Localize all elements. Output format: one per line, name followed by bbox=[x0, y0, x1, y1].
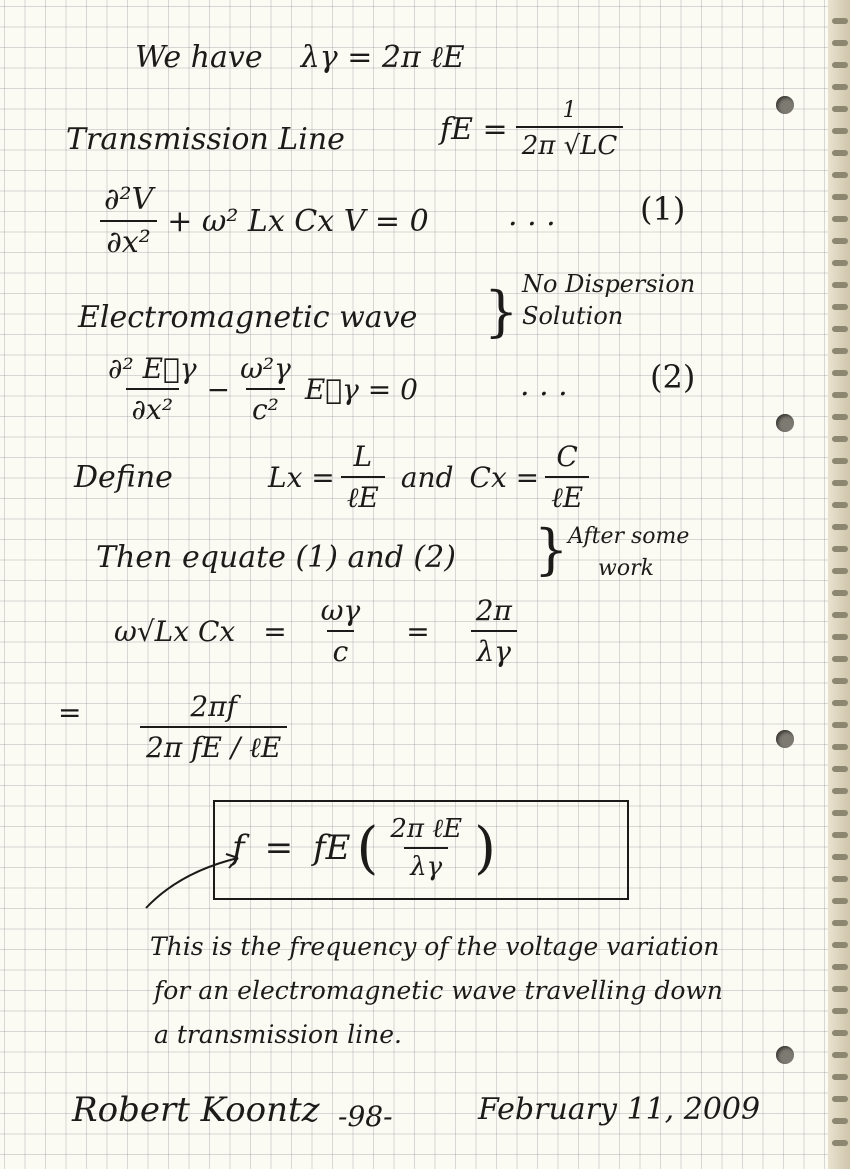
eq3-middle-denominator: c bbox=[327, 630, 355, 668]
eq3-left: ω√Lx Cx bbox=[114, 614, 236, 648]
author-signature: Robert Koontz bbox=[72, 1090, 320, 1130]
equate-brace: } bbox=[534, 518, 569, 581]
cx-denominator: ℓE bbox=[545, 476, 589, 515]
lx-denominator: ℓE bbox=[341, 476, 385, 515]
note-line-3: a transmission line. bbox=[154, 1020, 402, 1049]
result-left-paren: ( bbox=[356, 815, 379, 881]
result-right-paren: ) bbox=[474, 815, 496, 881]
result-fe: fE bbox=[313, 828, 351, 868]
transmission-line-heading: Transmission Line bbox=[66, 122, 345, 157]
eq3-middle-numerator: ωγ bbox=[320, 594, 361, 627]
em-wave-brace: } bbox=[484, 280, 519, 343]
after-some-note: After some bbox=[568, 524, 690, 549]
result-equals: = bbox=[264, 828, 294, 868]
result-f: f bbox=[232, 828, 245, 868]
eq2-denominator: ∂x² bbox=[126, 388, 180, 426]
eq1-number: (1) bbox=[640, 190, 686, 228]
eq4-denominator: 2π fE / ℓE bbox=[140, 726, 287, 765]
eq1-denominator: ∂x² bbox=[100, 220, 156, 260]
eq3-right-denominator: λγ bbox=[471, 630, 517, 668]
eq1-dots: . . . bbox=[508, 198, 556, 233]
em-wave-heading: Electromagnetic wave bbox=[78, 300, 418, 335]
eq3-equals-2: = bbox=[406, 614, 430, 648]
lx-numerator: L bbox=[353, 440, 373, 473]
eq1-numerator: ∂²V bbox=[104, 182, 154, 217]
fe-lhs: fE = bbox=[440, 112, 508, 147]
eq2-dots: . . . bbox=[520, 368, 568, 403]
eq2-minus: − bbox=[206, 372, 231, 406]
note-line-1: This is the frequency of the voltage variation bbox=[150, 932, 720, 961]
we-have-text: We have bbox=[135, 40, 263, 75]
no-dispersion-note: No Dispersion bbox=[522, 270, 696, 298]
eq1-rest: + ω² Lx Cx V = 0 bbox=[167, 203, 429, 239]
eq4-numerator: 2πf bbox=[190, 690, 237, 723]
eq2-rest: E⃗γ = 0 bbox=[304, 372, 418, 406]
work-note: work bbox=[598, 556, 654, 581]
result-denominator: λγ bbox=[404, 847, 448, 882]
and-text: and bbox=[400, 461, 454, 494]
equate-line: Then equate (1) and (2) bbox=[96, 540, 456, 575]
date: February 11, 2009 bbox=[478, 1092, 761, 1127]
eq3-right-numerator: 2π bbox=[475, 594, 512, 627]
define-label: Define bbox=[74, 460, 173, 495]
fe-denominator: 2π √LC bbox=[516, 126, 624, 161]
lx-lhs: Lx = bbox=[268, 461, 335, 494]
page-number: -98- bbox=[338, 1100, 393, 1133]
cx-numerator: C bbox=[556, 440, 578, 473]
eq2-omega-denominator: c² bbox=[246, 388, 285, 426]
eq3-equals-1: = bbox=[263, 614, 287, 648]
eq2-omega-numerator: ω²γ bbox=[240, 352, 291, 385]
fe-numerator: 1 bbox=[562, 98, 577, 123]
cx-lhs: Cx = bbox=[469, 461, 540, 494]
eq2-numerator: ∂² E⃗γ bbox=[108, 352, 197, 385]
eq4-equals: = bbox=[58, 696, 82, 729]
note-line-2: for an electromagnetic wave travelling down bbox=[154, 976, 723, 1005]
result-numerator: 2π ℓE bbox=[390, 814, 463, 844]
wavelength-equation: λγ = 2π ℓE bbox=[300, 40, 465, 75]
eq2-number: (2) bbox=[650, 358, 696, 396]
solution-note: Solution bbox=[522, 302, 624, 330]
